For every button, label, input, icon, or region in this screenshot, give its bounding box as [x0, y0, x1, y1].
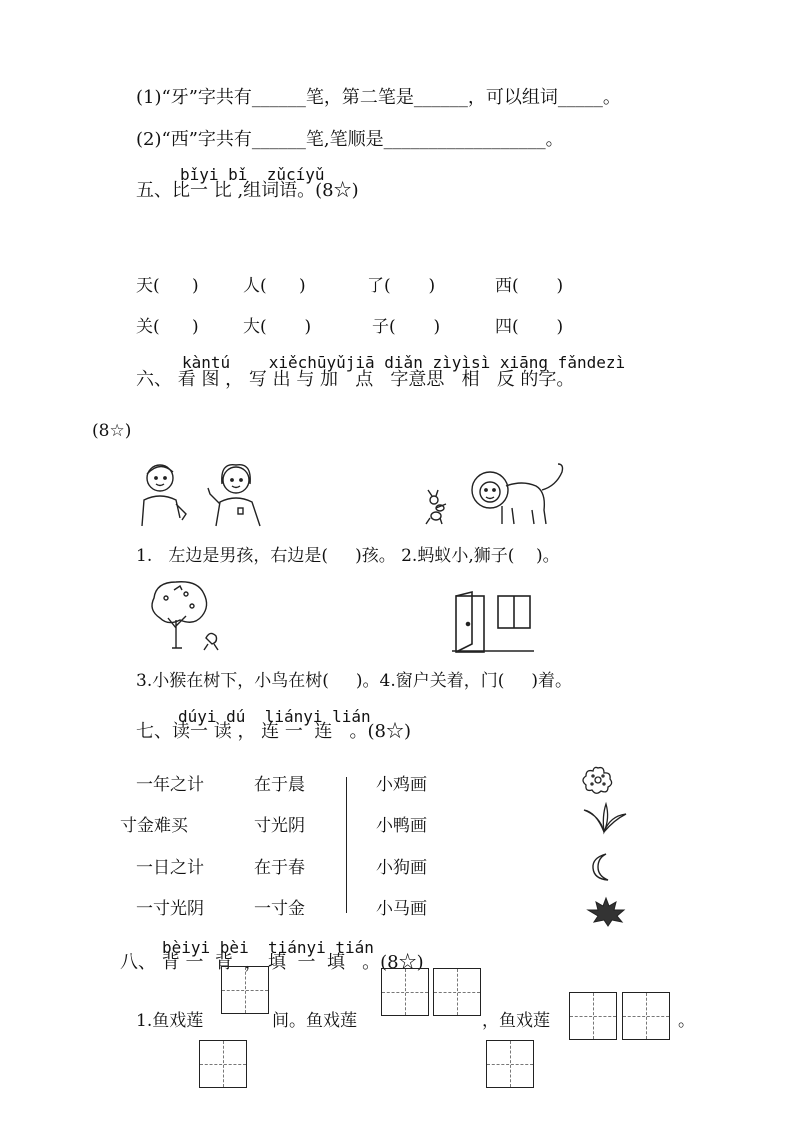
s7-middle-item-4: 一寸金 — [254, 899, 305, 919]
s7-middle-item-1: 在于晨 — [254, 775, 305, 795]
s8-pinyin: bèiyi bèi tiányi tián — [162, 938, 374, 957]
flower-icon — [580, 764, 616, 796]
answer-box-3[interactable] — [433, 968, 481, 1016]
answer-box-6[interactable] — [199, 1040, 247, 1088]
s5-row2-item3: 子( ) — [372, 317, 441, 337]
s5-row2-item2: 大( ) — [243, 317, 312, 337]
q4-line2: (2)“西”字共有______笔,笔顺是__________________。 — [136, 129, 564, 150]
answer-box-7[interactable] — [486, 1040, 534, 1088]
s5-title: 五、比一 比 ,组词语。(8☆) — [136, 180, 359, 201]
s6-pinyin: kàntú xiěchūyǔjiā diǎn zìyìsì xiāng fǎndezì — [182, 353, 626, 372]
s6-title: 六、 看 图 ， 写 出 与 加 点 字意思 相 反 的字。 — [136, 369, 575, 390]
answer-box-4[interactable] — [569, 992, 617, 1040]
ant-and-lion-icon — [422, 460, 582, 528]
s7-right-item-1: 小鸡画 — [376, 775, 427, 795]
s7-middle-item-2: 寸光阴 — [254, 816, 305, 836]
answer-box-1[interactable] — [221, 966, 269, 1014]
boy-and-girl-icon — [136, 460, 268, 528]
s6-q3-q4: 3.小猴在树下，小鸟在树( )。4.窗户关着，门( )着。 — [136, 671, 573, 691]
s6-q1-q2: 1. 左边是男孩，右边是( )孩。 2.蚂蚁小,狮子( )。 — [136, 546, 560, 566]
s5-row1-item1: 天( ) — [136, 276, 199, 296]
s7-left-item-1: 一年之计 — [136, 775, 204, 795]
answer-box-5[interactable] — [622, 992, 670, 1040]
s7-left-item-2: 寸金难买 — [120, 816, 188, 836]
s5-row1-item3: 了( ) — [367, 276, 436, 296]
s7-middle-item-3: 在于春 — [254, 858, 305, 878]
s7-title: 七、读一 读 ， 连 一 连 。(8☆) — [136, 721, 411, 742]
tree-monkey-bird-icon — [146, 578, 226, 652]
s8-q1-part3: ，鱼戏莲 — [482, 1011, 550, 1031]
answer-box-2[interactable] — [381, 968, 429, 1016]
s7-right-item-4: 小马画 — [376, 899, 427, 919]
s7-left-item-3: 一日之计 — [136, 858, 204, 878]
s5-row2-item4: 四( ) — [495, 317, 564, 337]
s5-row1-item4: 西( ) — [495, 276, 564, 296]
s8-q1-part1: 1.鱼戏莲 — [136, 1011, 204, 1031]
q4-line1: (1)“牙”字共有______笔，第二笔是______，可以组词_____。 — [136, 87, 621, 108]
s8-title: 八、 背 一 背 ， 填 一 填 。(8☆) — [120, 952, 424, 973]
door-and-window-icon — [452, 590, 534, 652]
s7-divider — [346, 777, 347, 913]
s7-right-item-2: 小鸭画 — [376, 816, 427, 836]
crescent-moon-icon — [588, 852, 614, 882]
s5-pinyin: bǐyi bǐ zǔcíyǔ — [180, 165, 325, 184]
s7-right-item-3: 小狗画 — [376, 858, 427, 878]
s6-score: (8☆) — [92, 421, 132, 441]
s5-row1-item2: 人( ) — [243, 276, 306, 296]
s7-pinyin: dúyi dú liányi lián — [178, 707, 371, 726]
s8-q1-part2: 间。鱼戏莲 — [272, 1011, 357, 1031]
s7-left-item-4: 一寸光阴 — [136, 899, 204, 919]
bamboo-leaf-icon — [580, 802, 628, 834]
s8-q1-end: 。 — [678, 1011, 695, 1031]
s5-row2-item1: 关( ) — [136, 317, 199, 337]
maple-leaf-icon — [584, 896, 628, 928]
